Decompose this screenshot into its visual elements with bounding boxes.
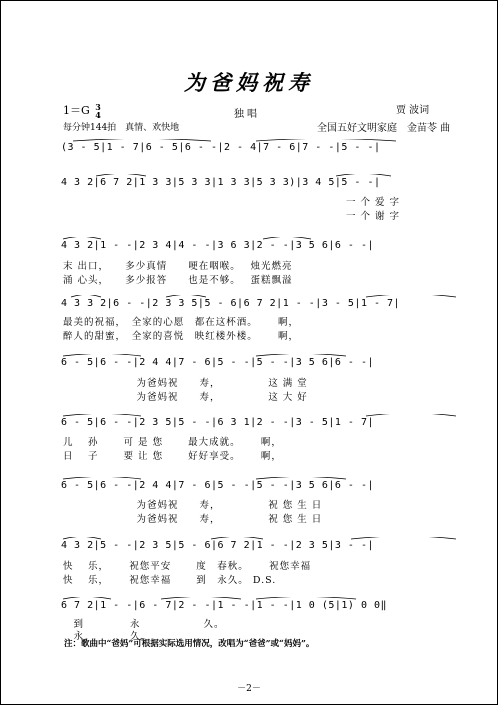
key-signature bbox=[63, 102, 101, 119]
lyric-line: 到 永 久。 bbox=[63, 619, 225, 630]
notation-line: 6 7 2|1 - -|6 - 7|2 - -|1 - -|1 - -|1 0 (5|1) 0 0‖ bbox=[61, 600, 388, 611]
lyric-line: 一 个 爱 字 bbox=[346, 197, 401, 208]
score-system bbox=[1, 354, 499, 372]
lyric-line: 最美的祝福， 全家的心愿 都在这杯酒。 啊， bbox=[63, 317, 300, 328]
lyric-line: 为爸妈祝 寿， 这 大 好 bbox=[63, 392, 308, 403]
composer-credit: 全国五好文明家庭 金苗苓 曲 bbox=[317, 123, 451, 134]
score-system bbox=[1, 414, 499, 432]
page-number: －2－ bbox=[237, 684, 261, 694]
lyric-line: 快 乐， 祝您幸福 到 永久。 D.S. bbox=[63, 575, 277, 586]
notation-line: 6 - 5|6 - -|2 4 4|7 - 6|5 - -|5 - -|3 5 6|6 - -| bbox=[61, 480, 374, 491]
lyric-line: 涌 心头， 多少报答 也是不够。 蛋糕飘溢 bbox=[63, 275, 293, 286]
footnote: 注：歌曲中“爸妈”可根据实际选用情况，改唱为“爸爸”或“妈妈”。 bbox=[64, 639, 315, 649]
tempo-marking: 每分钟144拍 真情、欢快地 bbox=[63, 123, 180, 133]
notation-line: 4 3 2|5 - -|2 3 5|5 - 6|6 7 2|1 - -|2 3 5|3 - -| bbox=[61, 540, 374, 551]
score-system bbox=[1, 139, 499, 157]
lyric-line: 快 乐， 祝您平安 度 春秋。 祝您幸福 bbox=[63, 561, 312, 572]
lyric-line: 日 子 要 让 您 好好享受。 啊， bbox=[63, 451, 282, 462]
score-system bbox=[1, 174, 499, 192]
lyricist-credit: 贾 波词 bbox=[396, 105, 430, 116]
lyric-line: 儿 孙 可 是 您 最大成就。 啊， bbox=[63, 437, 282, 448]
lyric-line: 为爸妈祝 寿， 祝 您 生 日 bbox=[63, 514, 323, 525]
song-title: 为爸妈祝寿 bbox=[184, 70, 314, 95]
score-system bbox=[1, 597, 499, 615]
performance-style: 独唱 bbox=[234, 109, 260, 120]
score-system bbox=[1, 295, 499, 313]
score-system bbox=[1, 537, 499, 555]
score-system bbox=[1, 477, 499, 495]
lyric-line: 末 出口， 多少真情 哽在咽喉。 烛光燃亮 bbox=[63, 261, 293, 272]
lyric-line: 醉人的甜蜜， 全家的喜悦 映红楼外楼。 啊， bbox=[63, 331, 300, 342]
lyric-line: 一 个 谢 字 bbox=[346, 211, 401, 222]
notation-line: 4 3 3 2|6 - -|2 3 3 5|5 - 6|6 7 2|1 - -|3 - 5|1 - 7| bbox=[61, 298, 401, 309]
notation-line: 4 3 2|1 - -|2 3 4|4 - -|3 6 3|2 - -|3 5 6|6 - -| bbox=[61, 240, 374, 251]
time-signature bbox=[95, 103, 101, 119]
meter-bottom: 4 bbox=[95, 110, 101, 120]
notation-line: 6 - 5|6 - -|2 4 4|7 - 6|5 - -|5 - -|3 5 6|6 - -| bbox=[61, 357, 374, 368]
lyric-line: 为爸妈祝 寿， 祝 您 生 日 bbox=[63, 500, 323, 511]
notation-line: 6 - 5|6 - -|2 3 5|5 - -|6 3 1|2 - -|3 - 5|1 - 7| bbox=[61, 417, 374, 428]
meter-top: 3 bbox=[95, 102, 101, 112]
score-system bbox=[1, 237, 499, 255]
notation-line: (3 - 5|1 - 7|6 - 5|6 - -|2 - 4|7 - 6|7 - -|5 - -| bbox=[61, 142, 381, 153]
notation-line: 4 3 2|6 7 2|1 3 3|5 3 3|1 3 3|5 3 3)|3 4 5|5 - -| bbox=[61, 177, 381, 188]
lyric-line: 永 久， bbox=[63, 631, 152, 642]
key-label: 1＝G bbox=[63, 104, 90, 117]
lyric-line: 为爸妈祝 寿， 这 满 堂 bbox=[63, 378, 308, 389]
